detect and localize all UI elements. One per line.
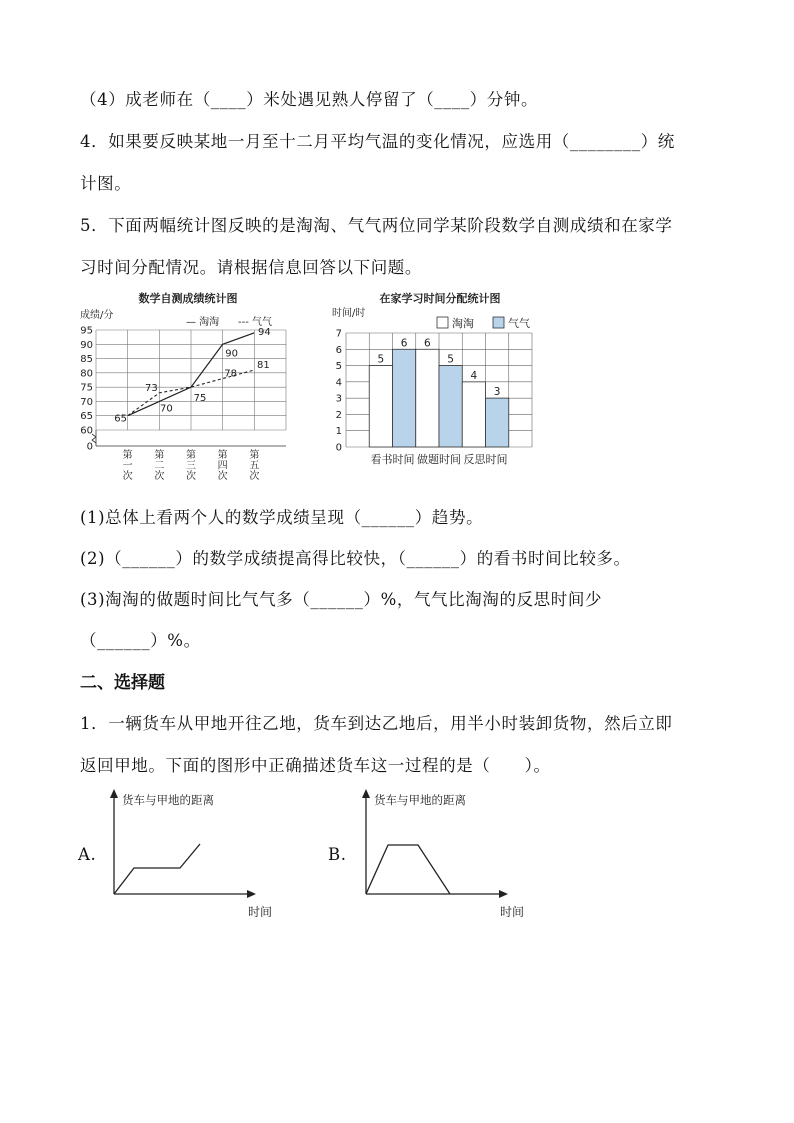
data-label-qiqi: 78 bbox=[224, 368, 238, 380]
y-tick-label: 75 bbox=[80, 382, 93, 394]
option-b-x-arrow bbox=[499, 890, 508, 898]
section-title: 二、选择题 bbox=[80, 673, 165, 693]
x-category-char: 次 bbox=[217, 471, 228, 482]
x-category-char: 次 bbox=[186, 471, 196, 482]
bar-legend-qiqi: 气气 bbox=[508, 317, 530, 330]
text-line-4: 5．下面两幅统计图反映的是淘淘、气气两位同学某阶段数学自测成绩和在家学 bbox=[80, 216, 673, 235]
y-tick-label: 60 bbox=[80, 425, 93, 437]
data-label-taotao: 65 bbox=[114, 413, 128, 425]
y-tick-label: 3 bbox=[335, 393, 342, 405]
data-label-qiqi: 81 bbox=[256, 360, 270, 371]
option-b-ylabel: 货车与甲地的距离 bbox=[374, 793, 466, 807]
y-tick-label: 95 bbox=[80, 325, 93, 337]
x-category-char: 第 bbox=[122, 450, 133, 461]
x-category-char: 五 bbox=[249, 460, 260, 472]
option-a-xlabel: 时间 bbox=[248, 905, 273, 919]
y-tick-label: 2 bbox=[335, 409, 342, 421]
y-tick-label: 4 bbox=[335, 377, 342, 389]
x-category-char: 一 bbox=[122, 460, 133, 472]
bar-qiqi bbox=[486, 398, 509, 447]
legend-swatch-qiqi bbox=[493, 317, 504, 328]
option-b-graph bbox=[352, 788, 542, 923]
x-category-char: 第 bbox=[186, 450, 196, 461]
text-line-2: 4．如果要反映某地一月至十二月平均气温的变化情况，应选用（________）统 bbox=[80, 132, 675, 151]
text-line-7: (2)（______）的数学成绩提高得比较快，（______）的看书时间比较多。 bbox=[80, 549, 631, 568]
option-a-path bbox=[114, 844, 200, 894]
text-line-3: 计图。 bbox=[80, 174, 132, 193]
y-tick-label: 0 bbox=[86, 441, 93, 453]
option-a-graph bbox=[100, 788, 290, 923]
x-category-char: 次 bbox=[249, 471, 260, 482]
data-label-taotao: 75 bbox=[193, 393, 207, 405]
y-tick-label: 65 bbox=[80, 411, 93, 423]
bar-legend-taotao: 淘淘 bbox=[452, 317, 474, 330]
option-a-y-arrow bbox=[110, 789, 118, 798]
x-category-char: 四 bbox=[217, 460, 228, 472]
data-label-taotao: 94 bbox=[257, 326, 271, 338]
bar-label-qiqi: 6 bbox=[400, 337, 408, 350]
y-tick-label: 85 bbox=[80, 354, 93, 366]
bar-taotao bbox=[416, 349, 439, 447]
bar-qiqi bbox=[393, 349, 416, 447]
x-category-label: 反思时间 bbox=[463, 453, 508, 466]
y-tick-label: 0 bbox=[335, 442, 342, 454]
x-category-label: 做题时间 bbox=[417, 453, 461, 466]
option-a-ylabel: 货车与甲地的距离 bbox=[122, 793, 214, 807]
bar-chart bbox=[330, 288, 545, 473]
y-tick-label: 6 bbox=[335, 344, 342, 356]
option-b-path bbox=[366, 845, 450, 894]
option-b-y-arrow bbox=[362, 789, 370, 798]
option-b-xlabel: 时间 bbox=[500, 905, 525, 919]
data-label-taotao: 70 bbox=[159, 403, 173, 415]
x-category-char: 次 bbox=[154, 471, 165, 482]
y-tick-label: 7 bbox=[335, 328, 342, 340]
bar-taotao bbox=[369, 366, 392, 447]
line-chart-legend-qiqi: --- 气气 bbox=[238, 317, 273, 328]
legend-swatch-taotao bbox=[437, 317, 448, 328]
bar-chart-ylabel: 时间/时 bbox=[332, 308, 366, 319]
option-a-letter: A. bbox=[78, 845, 97, 864]
y-tick-label: 80 bbox=[80, 368, 93, 380]
line-chart-title: 数学自测成绩统计图 bbox=[138, 292, 238, 305]
text-line-5: 习时间分配情况。请根据信息回答以下问题。 bbox=[80, 258, 422, 277]
text-line-8: (3)淘淘的做题时间比气气多（______）%，气气比淘淘的反思时间少 bbox=[80, 590, 603, 609]
bar-chart-title: 在家学习时间分配统计图 bbox=[379, 292, 501, 305]
line-chart-legend-taotao: — 淘淘 bbox=[186, 317, 220, 328]
x-category-char: 第 bbox=[249, 450, 260, 461]
option-a-x-arrow bbox=[247, 890, 256, 898]
y-tick-label: 70 bbox=[80, 396, 93, 408]
bar-label-qiqi: 3 bbox=[493, 386, 501, 399]
bar-qiqi bbox=[439, 366, 462, 447]
text-line-9: （______）%。 bbox=[80, 631, 201, 650]
y-tick-label: 90 bbox=[80, 339, 93, 351]
bar-label-qiqi: 5 bbox=[447, 353, 454, 366]
data-label-taotao: 90 bbox=[225, 348, 239, 360]
q1-line-2: 返回甲地。下面的图形中正确描述货车这一过程的是（ ）。 bbox=[80, 756, 551, 775]
line-chart-ylabel: 成绩/分 bbox=[80, 310, 114, 321]
line-chart bbox=[78, 288, 298, 488]
bar-taotao bbox=[462, 382, 485, 447]
text-line-1: （4）成老师在（____）米处遇见熟人停留了（____）分钟。 bbox=[80, 90, 539, 109]
data-label-qiqi: 73 bbox=[144, 382, 158, 394]
bar-label-taotao: 6 bbox=[424, 337, 431, 350]
y-tick-label: 5 bbox=[335, 361, 342, 373]
x-category-char: 次 bbox=[122, 471, 133, 482]
text-line-6: (1)总体上看两个人的数学成绩呈现（______）趋势。 bbox=[80, 508, 484, 527]
bar-label-taotao: 5 bbox=[377, 353, 385, 366]
x-category-char: 第 bbox=[217, 450, 228, 461]
x-category-label: 看书时间 bbox=[370, 453, 415, 466]
bar-label-taotao: 4 bbox=[470, 369, 478, 382]
q1-line-1: 1．一辆货车从甲地开往乙地，货车到达乙地后，用半小时装卸货物，然后立即 bbox=[80, 714, 673, 733]
y-tick-label: 1 bbox=[335, 426, 342, 438]
x-category-char: 二 bbox=[154, 460, 165, 472]
x-category-char: 第 bbox=[154, 450, 165, 461]
option-b-letter: B. bbox=[328, 845, 347, 864]
x-category-char: 三 bbox=[186, 460, 196, 472]
